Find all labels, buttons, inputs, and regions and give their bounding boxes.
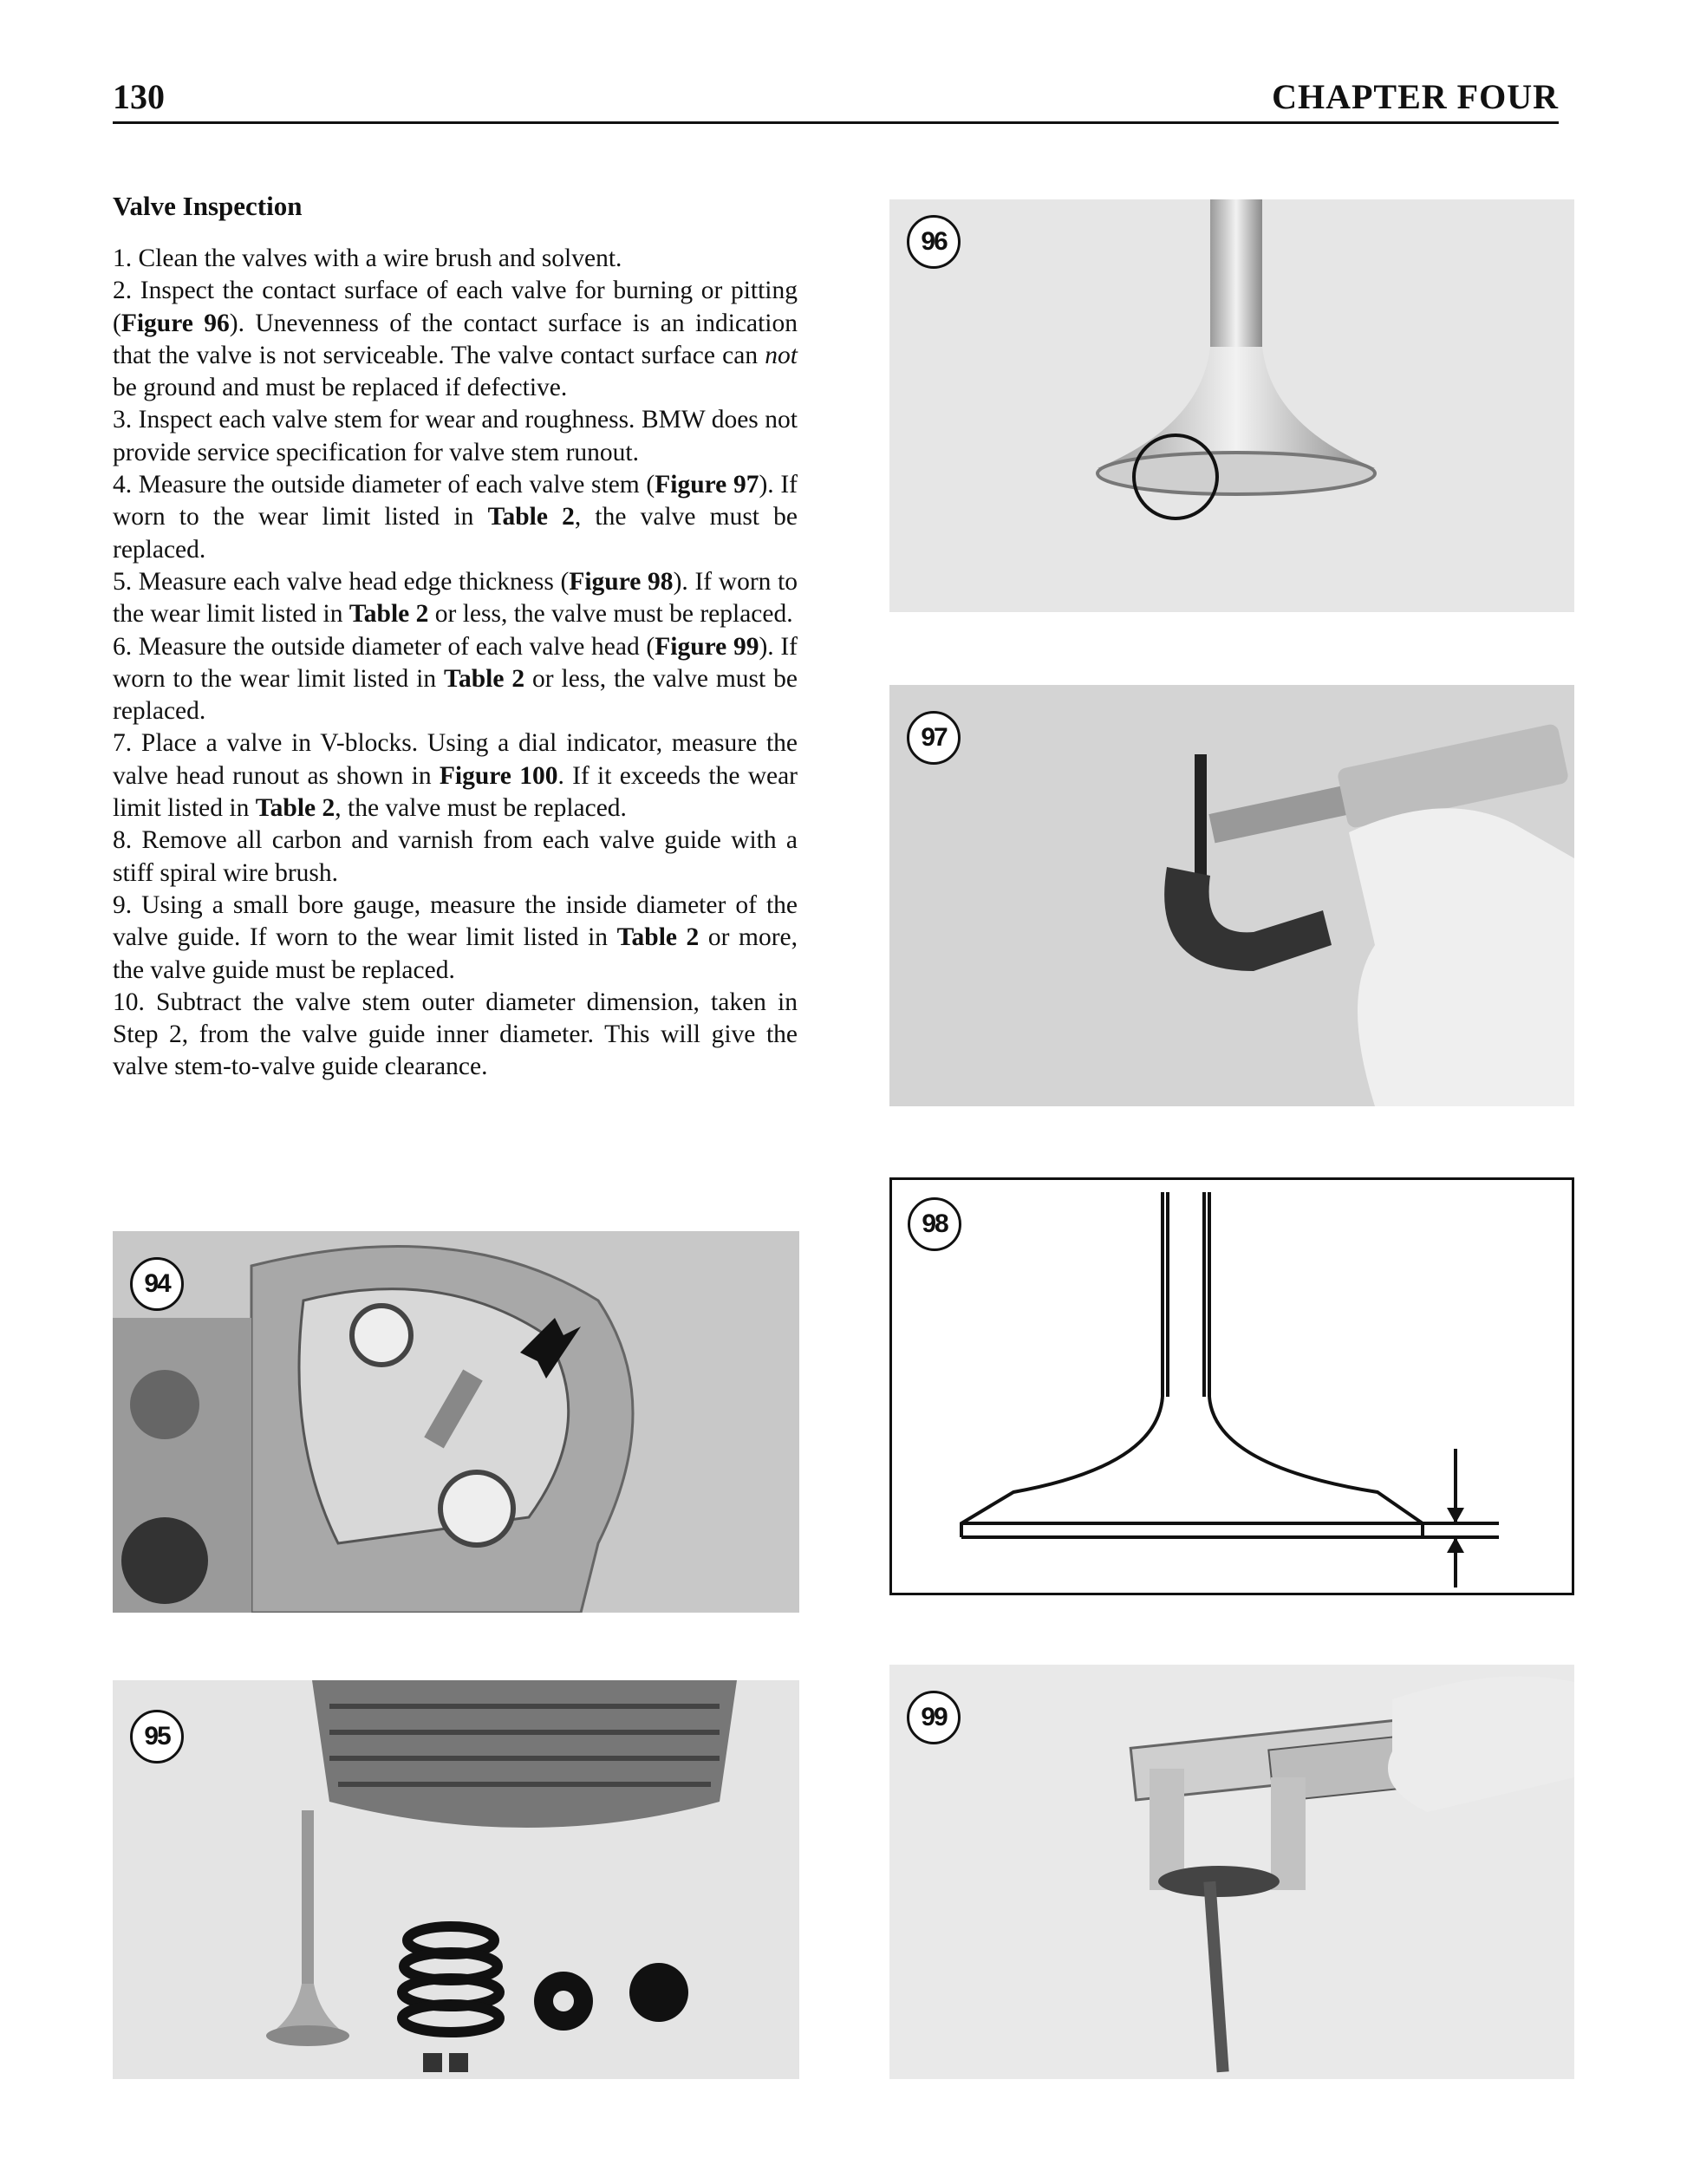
- figure-number-badge: 99: [907, 1691, 961, 1744]
- figure-97-micrometer-valve-stem: [889, 685, 1574, 1106]
- figure-ref: Figure 98: [569, 567, 674, 596]
- step-6: 6. Measure the outside diameter of each valve head (Figure 99). If worn to the wear limit listed in Table 2 or less, the valve must be replaced.: [113, 632, 798, 726]
- step-7: 7. Place a valve in V-blocks. Using a dial indicator, measure the valve head runout as shown in Figure 100. If it exceeds the wear limit listed in Table 2, the valve must be replaced.: [113, 729, 798, 823]
- table-ref: Table 2: [487, 503, 575, 531]
- page-header: [113, 76, 1559, 124]
- table-ref: Table 2: [444, 664, 525, 693]
- figure-number-badge: 96: [907, 215, 961, 269]
- figure-98-valve-edge-thickness-diagram: [889, 1177, 1574, 1595]
- valve-components-photo: [113, 1680, 799, 2079]
- step-3: 3. Inspect each valve stem for wear and roughness. BMW does not provide service specification for valve stem runout.: [113, 406, 798, 466]
- step-4: 4. Measure the outside diameter of each valve stem (Figure 97). If worn to the wear limit listed in Table 2, the valve must be replaced.: [113, 471, 798, 564]
- valve-head-photo: [889, 199, 1574, 612]
- section-title: Valve Inspection: [113, 191, 303, 221]
- step-2: 2. Inspect the contact surface of each valve for burning or pitting (Figure 96). Unevenness of the contact surface is an indication that the valve is not serviceable. The valve contact surface can not be ground and must be replaced if defective.: [113, 277, 798, 402]
- step-1: 1. Clean the valves with a wire brush and solvent.: [113, 244, 622, 272]
- figure-number-badge: 95: [130, 1710, 184, 1763]
- table-ref: Table 2: [616, 923, 700, 952]
- figure-ref: Figure 97: [655, 471, 759, 499]
- page-number: 130: [113, 77, 165, 116]
- step-8: 8. Remove all carbon and varnish from each valve guide with a stiff spiral wire brush.: [113, 826, 798, 887]
- figure-ref: Figure 96: [120, 309, 230, 337]
- figure-number-badge: 98: [908, 1197, 961, 1251]
- figure-94-cylinder-head: [113, 1231, 799, 1613]
- figure-ref: Figure 99: [655, 632, 759, 661]
- figure-number-badge: 94: [130, 1257, 184, 1311]
- chapter-title: CHAPTER FOUR: [1272, 77, 1559, 116]
- figure-96-valve-contact-surface: [889, 199, 1574, 612]
- procedure-steps: [113, 243, 798, 1084]
- step-5: 5. Measure each valve head edge thickness (Figure 98). If worn to the wear limit listed in Table 2 or less, the valve must be replaced.: [113, 567, 798, 629]
- figure-ref: Figure 100: [439, 761, 558, 790]
- figure-99-caliper-valve-head: [889, 1665, 1574, 2079]
- cylinder-head-photo: [113, 1231, 799, 1613]
- step-9: 9. Using a small bore gauge, measure the inside diameter of the valve guide. If worn to the wear limit listed in Table 2 or more, the valve guide must be replaced.: [113, 890, 798, 984]
- figure-number-badge: 97: [907, 711, 961, 765]
- micrometer-photo: [889, 685, 1574, 1106]
- table-ref: Table 2: [255, 794, 335, 823]
- valve-cross-section-diagram: [892, 1180, 1572, 1593]
- step-10: 10. Subtract the valve stem outer diameter dimension, taken in Step 2, from the valve guide inner diameter. This will give the valve stem-to-valve guide clearance.: [113, 988, 798, 1081]
- figure-95-valve-components: [113, 1680, 799, 2079]
- caliper-photo: [889, 1665, 1574, 2079]
- table-ref: Table 2: [348, 600, 429, 629]
